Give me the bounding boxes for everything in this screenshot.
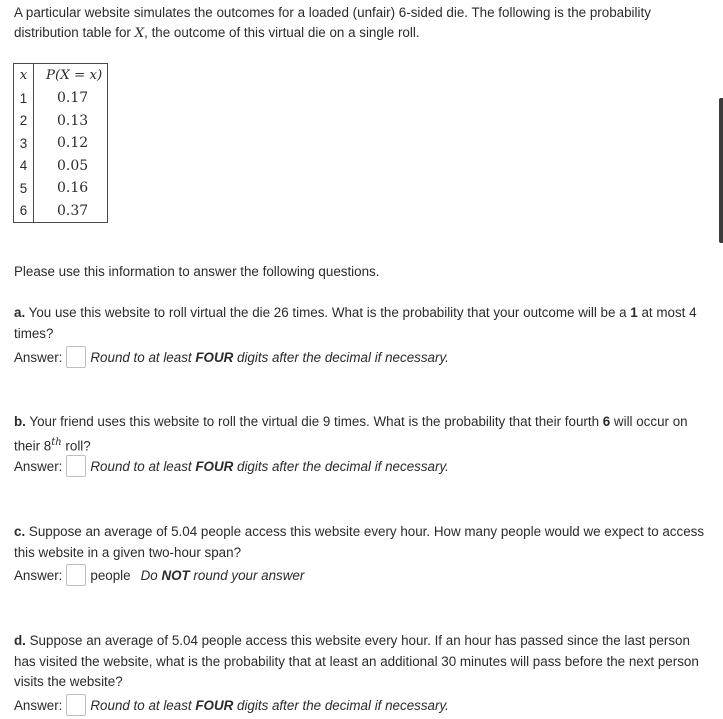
table-row	[14, 155, 108, 178]
hint-c-bold: NOT	[161, 567, 190, 583]
cell-p: 0.37	[57, 202, 89, 219]
answer-input-a[interactable]	[66, 346, 86, 368]
cell-p: 0.05	[57, 157, 89, 174]
hint-c-pre: Do	[140, 567, 162, 583]
hint-b	[90, 459, 449, 474]
question-c-text: Suppose an average of 5.04 people access this website every hour. How many people would we expect to access this website in a given two-hour span?	[14, 524, 705, 560]
intro-text-2: , the outcome of this virtual die on a single roll.	[144, 25, 420, 40]
question-d-text: Suppose an average of 5.04 people access this website every hour. If an hour has passed since the last person has visited the website, what is the probability that at least an additional 30 minutes will pass before the next person visits the website?	[14, 633, 699, 689]
header-px	[34, 64, 108, 88]
answer-label: Answer:	[14, 349, 63, 365]
cell-p: 0.13	[57, 112, 89, 129]
answer-input-d[interactable]	[66, 694, 86, 716]
hint-a-bold: FOUR	[195, 349, 234, 365]
cell-x: 6	[14, 200, 34, 223]
cell-x: 2	[14, 110, 34, 133]
table-row	[14, 132, 108, 155]
hint-a-post: digits after the decimal if necessary.	[233, 349, 449, 365]
question-a-text-2: at most 4 times?	[14, 305, 697, 341]
question-d	[14, 631, 710, 693]
scrollbar-thumb[interactable]	[719, 98, 723, 243]
hint-b-post: digits after the decimal if necessary.	[233, 458, 449, 474]
unit-people: people	[90, 567, 131, 583]
question-b-text-1: Your friend uses this website to roll the virtual die 9 times. What is the probability that their fourth	[25, 414, 603, 429]
question-c	[14, 522, 710, 563]
cell-x: 1	[14, 87, 34, 110]
hint-d-pre: Round to at least	[90, 697, 196, 713]
table-row	[14, 110, 108, 133]
header-px-text: P(X = x)	[46, 68, 103, 83]
table-header-row	[14, 64, 108, 88]
question-b	[14, 412, 710, 456]
hint-d-bold: FOUR	[195, 697, 234, 713]
cell-x: 3	[14, 132, 34, 155]
question-b-text-2: will occur on their 8	[14, 414, 688, 453]
hint-b-pre: Round to at least	[90, 458, 196, 474]
question-d-label: d.	[14, 633, 26, 648]
question-a	[14, 303, 710, 344]
question-a-label: a.	[14, 305, 26, 320]
answer-label: Answer:	[14, 567, 63, 583]
question-b-text-3: roll?	[61, 437, 91, 453]
instructions: Please use this information to answer the following questions.	[14, 264, 380, 279]
answer-input-c[interactable]	[66, 564, 86, 586]
answer-row-c	[14, 563, 304, 587]
hint-c-post: round your answer	[189, 567, 305, 583]
question-a-bold: 1	[630, 305, 638, 320]
intro-variable: X	[134, 26, 145, 41]
cell-x: 5	[14, 177, 34, 200]
intro-paragraph	[14, 3, 704, 44]
hint-a-pre: Round to at least	[90, 349, 196, 365]
question-b-label: b.	[14, 414, 26, 429]
answer-row-b	[14, 454, 449, 478]
hint-d-post: digits after the decimal if necessary.	[233, 697, 449, 713]
answer-row-d	[14, 693, 449, 717]
hint-a	[90, 350, 449, 365]
hint-b-bold: FOUR	[195, 458, 234, 474]
hint-c	[141, 568, 305, 583]
question-b-bold: 6	[602, 414, 611, 429]
answer-label: Answer:	[14, 697, 63, 713]
hint-d	[90, 698, 449, 713]
probability-table	[13, 63, 108, 223]
table-row	[14, 200, 108, 223]
intro-text-1: A particular website simulates the outcomes for a loaded (unfair) 6-sided die. The following is the probability distribution table for	[14, 5, 651, 40]
answer-row-a	[14, 345, 449, 369]
table-row	[14, 87, 108, 110]
cell-p: 0.12	[57, 135, 89, 152]
answer-input-b[interactable]	[66, 455, 86, 477]
header-x: x	[14, 64, 34, 88]
question-c-label: c.	[14, 524, 26, 539]
question-b-superscript: th	[51, 436, 62, 448]
table-row	[14, 177, 108, 200]
cell-p: 0.16	[57, 180, 89, 197]
cell-x: 4	[14, 155, 34, 178]
answer-label: Answer:	[14, 458, 63, 474]
question-a-text-1: You use this website to roll virtual the die 26 times. What is the probability that your outcome will be a	[25, 305, 631, 320]
cell-p: 0.17	[57, 90, 89, 107]
